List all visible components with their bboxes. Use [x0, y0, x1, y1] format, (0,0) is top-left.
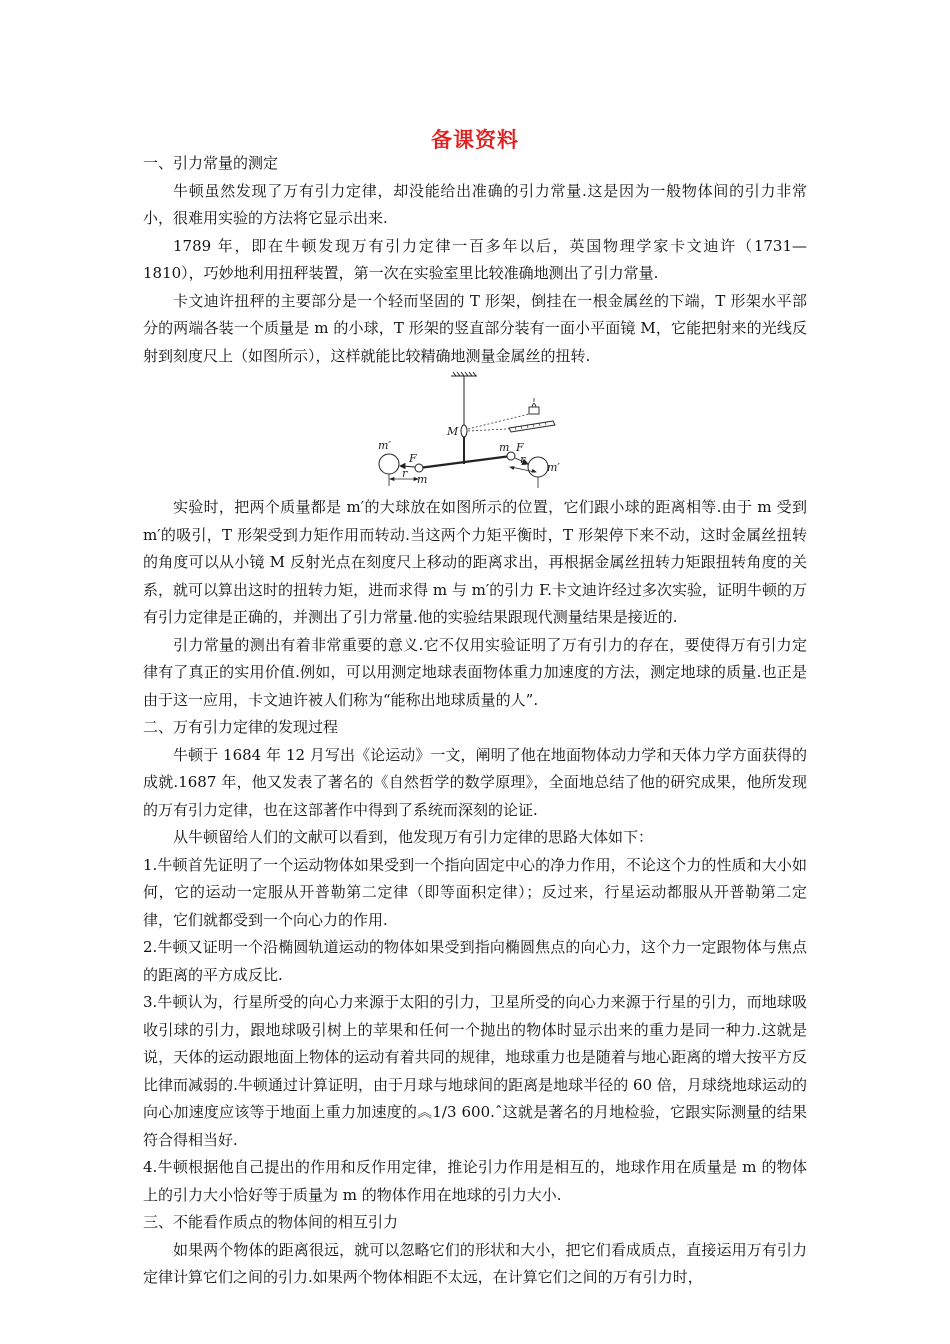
label-r-right: r — [520, 453, 526, 466]
paragraph: 从牛顿留给人们的文献可以看到，他发现万有引力定律的思路大体如下： — [173, 828, 654, 846]
paragraph: 牛顿于 1684 年 12 月写出《论运动》一文，阐明了他在地面物体动力学和天体力学方面获得的成就.1687 年，他又发表了著名的《自然哲学的数学原理》，全面地总结了他的研究成果，他所发现的万有引力定律，也在这部著作中得到了系统而深刻的论证. — [143, 745, 807, 819]
paragraph: 牛顿虽然发现了万有引力定律，却没能给出准确的引力常量.这是因为一般物体间的引力非常小，很难用实验的方法将它显示出来. — [143, 181, 807, 227]
torsion-balance-diagram — [375, 371, 575, 489]
list-item: 3.牛顿认为，行星所受的向心力来源于太阳的引力，卫星所受的向心力来源于行星的引力，而地球吸收引球的引力，跟地球吸引树上的苹果和任何一个抛出的物体时显示出来的重力是同一种力.这就是说，天体的运动跟地面上物体的运动有着共同的规律，地球重力也是随着与地心距离的增大按平方反比律而减弱的.牛顿通过计算证明，由于月球与地球间的距离是地球半径的 60 倍，月球绕地球运动的向心加速度应该等于地面上重力加速度的︽1/3 600.ˆ这就是著名的月地检验，它跟实际测量的结果符合得相当好. — [143, 993, 807, 1149]
page-title: 备课资料 — [431, 127, 519, 152]
label-m-left: m — [417, 473, 428, 486]
label-F-right: F — [516, 441, 524, 454]
label-M: M — [447, 425, 459, 438]
document-body — [143, 150, 807, 1292]
ceiling-support — [451, 372, 477, 376]
paragraph: 引力常量的测出有着非常重要的意义.它不仅用实验证明了万有引力的存在，要使得万有引力定律有了真正的实用价值.例如，可以用测定地球表面物体重力加速度的方法，测定地球的质量.也正是由于这一应用，卡文迪许被人们称为“能称出地球质量的人”. — [143, 635, 807, 709]
small-ball-left — [415, 464, 423, 472]
lamp-icon — [529, 398, 539, 414]
scale-ruler — [509, 421, 555, 432]
paragraph: 如果两个物体的距离很远，就可以忽略它们的形状和大小，把它们看成质点，直接运用万有引力定律计算它们之间的引力.如果两个物体相距不太远，在计算它们之间的万有引力时， — [143, 1240, 807, 1286]
list-item: 4.牛顿根据他自己提出的作用和反作用定律，推论引力作用是相互的，地球作用在质量是 m 的物体上的引力大小恰好等于质量为 m 的物体作用在地球的引力大小. — [143, 1158, 807, 1204]
list-item: 2.牛顿又证明一个沿椭圆轨道运动的物体如果受到指向椭圆焦点的向心力，这个力一定跟物体与焦点的距离的平方成反比. — [143, 938, 807, 984]
label-F-left: F — [409, 452, 417, 465]
label-m-prime-left: m′ — [378, 439, 391, 452]
label-m-prime-right: m′ — [547, 461, 560, 474]
large-ball-right — [528, 457, 548, 477]
section-heading: 一、引力常量的测定 — [143, 154, 279, 172]
section-heading: 三、不能看作质点的物体间的相互引力 — [143, 1213, 399, 1231]
paragraph: 实验时，把两个质量都是 m′的大球放在如图所示的位置，它们跟小球的距离相等.由于 m 受到 m′的吸引，T 形架受到力矩作用而转动.当这两个力矩平衡时，T 形架停下来不动，这时金属丝扭转的角度可以从小镜 M 反射光点在刻度尺上移动的距离求出，再根据金属丝扭转力矩跟扭转角度的关系，就可以算出这时的扭转力矩，进而求得 m 与 m′的引力 F.卡文迪许经过多次实验，证明牛顿的万有引力定律是正确的，并测出了引力常量.他的实验结果跟现代测量结果是接近的. — [143, 498, 807, 626]
paragraph: 1789 年，即在牛顿发现万有引力定律一百多年以后，英国物理学家卡文迪许（1731—1810），巧妙地利用扭秤装置，第一次在实验室里比较准确地测出了引力常量. — [143, 236, 807, 282]
large-ball-left — [379, 454, 399, 474]
torsion-balance-figure — [143, 371, 807, 491]
list-item: 1.牛顿首先证明了一个运动物体如果受到一个指向固定中心的净力作用，不论这个力的性质和大小如何，它的运动一定服从开普勒第二定律（即等面积定律）；反过来，行星运动都服从开普勒第二定律，它们就都受到一个向心力的作用. — [143, 855, 807, 929]
section-heading: 二、万有引力定律的发现过程 — [143, 718, 339, 736]
label-r-left: r — [402, 467, 408, 480]
label-m-right: m — [499, 441, 510, 454]
mirror-M — [461, 425, 467, 437]
paragraph: 卡文迪许扭秤的主要部分是一个轻而坚固的 T 形架，倒挂在一根金属丝的下端，T 形架水平部分的两端各装一个质量是 m 的小球，T 形架的竖直部分装有一面小平面镜 M，它能把射来的光线反射到刻度尺上（如图所示），这样就能比较精确地测量金属丝的扭转. — [143, 291, 807, 365]
